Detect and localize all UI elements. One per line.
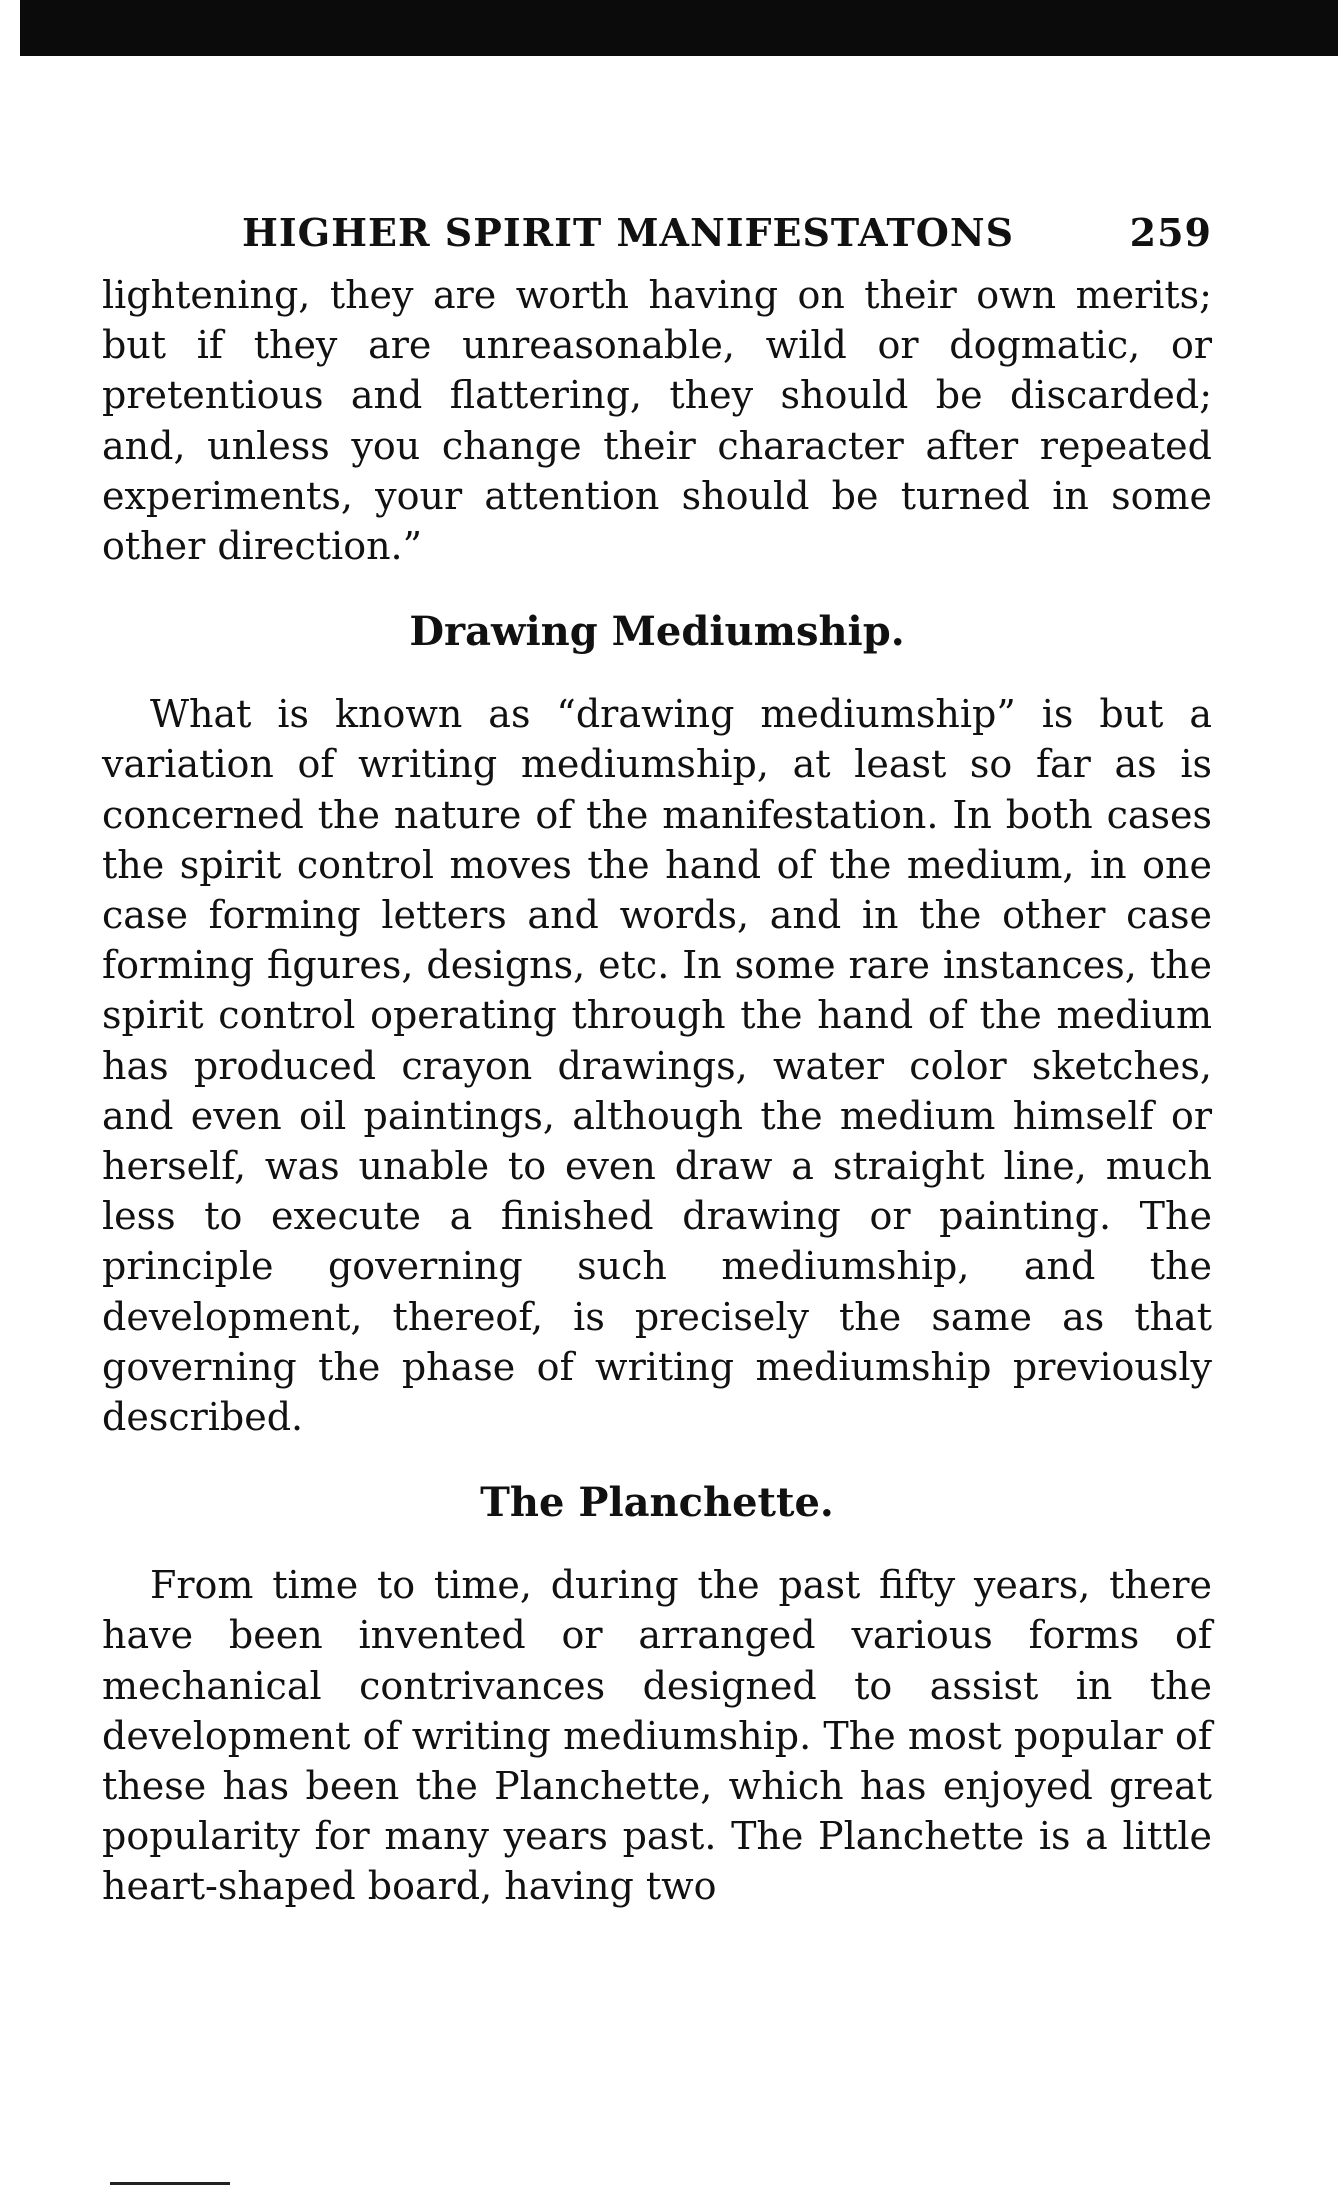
scan-top-border: [20, 0, 1338, 56]
section-heading-drawing-mediumship: Drawing Mediumship.: [409, 608, 905, 656]
section-heading-planchette: The Planchette.: [480, 1479, 834, 1527]
running-header: [102, 210, 1212, 270]
paragraph-planchette: From time to time, during the past fifty years, there have been invented or arranged various forms of mechanical contrivances designed to assist in the development of writing mediumship. The most popular of these has been the Planchette, which has enjoyed great popularity for many years past. The Planchette is a little heart-shaped board, having two: [102, 1563, 1212, 1909]
page-number: 259: [1129, 210, 1212, 255]
book-page: [102, 210, 1212, 1912]
paragraph-continued: lightening, they are worth having on their own merits; but if they are unreasonable, wild or dogmatic, or pretentious and flattering, they should be discarded; and, unless you change their character after repeated experiments, your attention should be turned in some other direction.”: [102, 273, 1212, 569]
scan-bottom-mark: [110, 2182, 230, 2185]
running-title: HIGHER SPIRIT MANIFESTATONS: [242, 210, 1015, 255]
paragraph-drawing-mediumship: What is known as “drawing mediumship” is but a variation of writing mediumship, at least so far as is concerned the nature of the manifestation. In both cases the spirit control moves the hand of the medium, in one case forming letters and words, and in the other case forming figures, designs, etc. In some rare instances, the spirit control operating through the hand of the medium has produced crayon drawings, water color sketches, and even oil paintings, although the medium himself or herself, was unable to even draw a straight line, much less to execute a finished drawing or painting. The principle governing such mediumship, and the development, thereof, is precisely the same as that governing the phase of writing mediumship previously described.: [102, 692, 1212, 1440]
